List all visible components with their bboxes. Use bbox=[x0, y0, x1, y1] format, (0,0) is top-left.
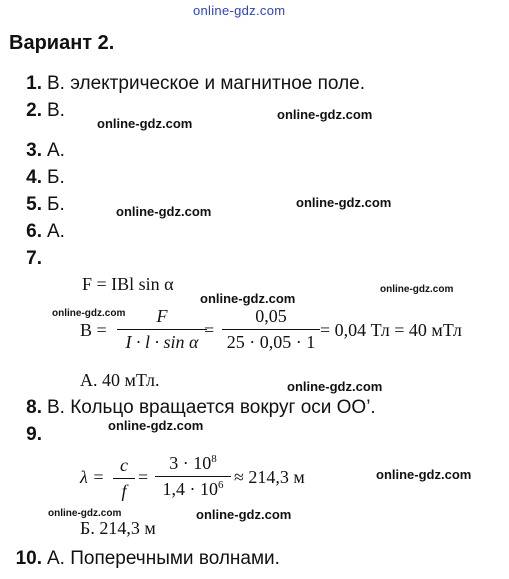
answer-text: А. bbox=[47, 140, 65, 161]
watermark: online-gdz.com bbox=[277, 107, 373, 122]
answer-text: Б. bbox=[47, 167, 65, 188]
watermark: online-gdz.com bbox=[97, 116, 193, 131]
answer-1 bbox=[14, 73, 494, 97]
denominator: f bbox=[121, 481, 127, 501]
formula-7-result: = 0,04 Тл = 40 мТл bbox=[320, 320, 462, 340]
answer-text: В. Кольцо вращается вокруг оси OO’. bbox=[47, 397, 376, 418]
answer-2 bbox=[14, 100, 494, 124]
watermark: online-gdz.com bbox=[108, 418, 204, 433]
numerator bbox=[155, 453, 231, 474]
formula-7-equals: = bbox=[204, 320, 215, 340]
watermark: online-gdz.com bbox=[296, 195, 392, 210]
watermark-top: online-gdz.com bbox=[193, 3, 286, 18]
answer-7-value: А. 40 мТл. bbox=[80, 370, 160, 390]
answer-number: 6. bbox=[26, 221, 42, 242]
answer-number: 2. bbox=[26, 100, 42, 121]
formula-9-fraction-2 bbox=[155, 453, 231, 500]
watermark: online-gdz.com bbox=[52, 308, 126, 319]
answer-number: 4. bbox=[26, 167, 42, 188]
formula-9-equals: = bbox=[138, 467, 149, 487]
answer-10 bbox=[14, 548, 494, 572]
denominator bbox=[155, 479, 231, 500]
formula-7-lhs: B = bbox=[80, 320, 107, 340]
answer-number: 7. bbox=[26, 248, 42, 269]
fraction-bar bbox=[113, 478, 135, 479]
answer-number: 8. bbox=[26, 397, 42, 418]
answer-9 bbox=[14, 424, 494, 448]
page-title: Вариант 2. bbox=[9, 32, 115, 54]
watermark: online-gdz.com bbox=[376, 467, 472, 482]
answer-number: 1. bbox=[26, 73, 42, 94]
watermark: online-gdz.com bbox=[48, 508, 122, 519]
watermark: online-gdz.com bbox=[287, 379, 383, 394]
denominator: I · l · sin α bbox=[125, 332, 199, 352]
answer-5 bbox=[14, 194, 494, 218]
formula-7-fraction-1 bbox=[117, 306, 207, 353]
answer-text: В. bbox=[47, 100, 65, 121]
answer-8 bbox=[14, 397, 494, 421]
answer-9-value: Б. 214,3 м bbox=[80, 518, 156, 538]
watermark: online-gdz.com bbox=[196, 507, 292, 522]
answer-4 bbox=[14, 167, 494, 191]
answer-number: 3. bbox=[26, 140, 42, 161]
numerator: F bbox=[156, 306, 168, 326]
numerator: c bbox=[120, 455, 128, 475]
watermark: online-gdz.com bbox=[200, 291, 296, 306]
denominator-base: 1,4 · 10 bbox=[162, 479, 218, 499]
fraction-bar bbox=[117, 329, 207, 330]
answer-3 bbox=[14, 140, 494, 164]
answer-text: А. Поперечными волнами. bbox=[47, 548, 280, 569]
answer-number: 5. bbox=[26, 194, 42, 215]
numerator-base: 3 · 10 bbox=[169, 453, 212, 473]
denominator-exponent: 6 bbox=[218, 479, 224, 491]
formula-9-result: ≈ 214,3 м bbox=[234, 467, 305, 487]
answer-7 bbox=[14, 248, 494, 272]
watermark: online-gdz.com bbox=[116, 204, 212, 219]
fraction-bar bbox=[222, 329, 320, 330]
answer-6 bbox=[14, 221, 494, 245]
formula-7-force: F = IBl sin α bbox=[82, 274, 174, 294]
answer-number: 9. bbox=[26, 424, 42, 445]
numerator-exponent: 8 bbox=[211, 453, 217, 465]
watermark: online-gdz.com bbox=[380, 284, 454, 295]
formula-9-fraction-1 bbox=[113, 455, 135, 502]
numerator: 0,05 bbox=[255, 306, 287, 326]
fraction-bar bbox=[155, 476, 231, 477]
denominator: 25 · 0,05 · 1 bbox=[226, 332, 316, 352]
answer-text: А. bbox=[47, 221, 65, 242]
answer-text: В. электрическое и магнитное поле. bbox=[47, 73, 366, 94]
formula-7-fraction-2 bbox=[222, 306, 320, 353]
formula-9-lhs: λ = bbox=[80, 467, 105, 487]
answer-number: 10. bbox=[15, 548, 42, 569]
answer-text: Б. bbox=[47, 194, 65, 215]
